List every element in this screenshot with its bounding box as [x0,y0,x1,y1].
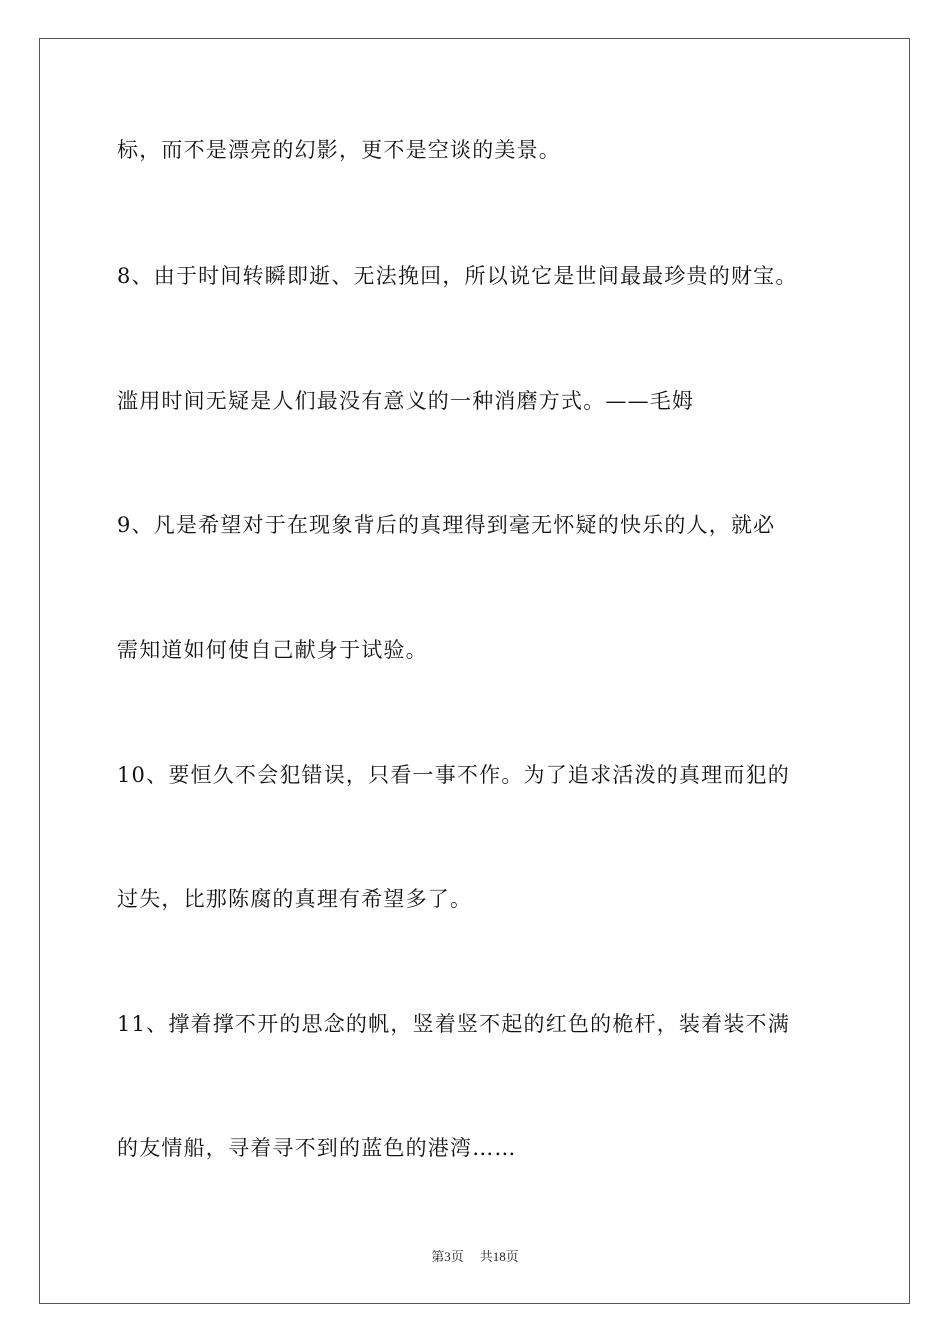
text-line-4: 9、凡是希望对于在现象背后的真理得到毫无怀疑的快乐的人，就必 [117,513,776,537]
text-line-9: 的友情船，寻着寻不到的蓝色的港湾…… [117,1136,517,1160]
page-footer [0,1248,950,1266]
text-line-7: 过失，比那陈腐的真理有希望多了。 [117,887,473,911]
text-line-1: 标，而不是漂亮的幻影，更不是空谈的美景。 [117,138,561,162]
text-line-6: 10、要恒久不会犯错误，只看一事不作。为了追求活泼的真理而犯的 [117,763,790,787]
text-line-2: 8、由于时间转瞬即逝、无法挽回，所以说它是世间最最珍贵的财宝。 [117,264,798,288]
text-line-8: 11、撑着撑不开的思念的帆，竖着竖不起的红色的桅杆，装着装不满 [117,1012,790,1036]
page-number: 第3页 [431,1249,464,1264]
total-pages: 共18页 [479,1249,519,1264]
text-line-3: 滥用时间无疑是人们最没有意义的一种消磨方式。——毛姆 [117,389,695,413]
text-line-5: 需知道如何使自己献身于试验。 [117,638,428,662]
page-border [39,38,910,1304]
